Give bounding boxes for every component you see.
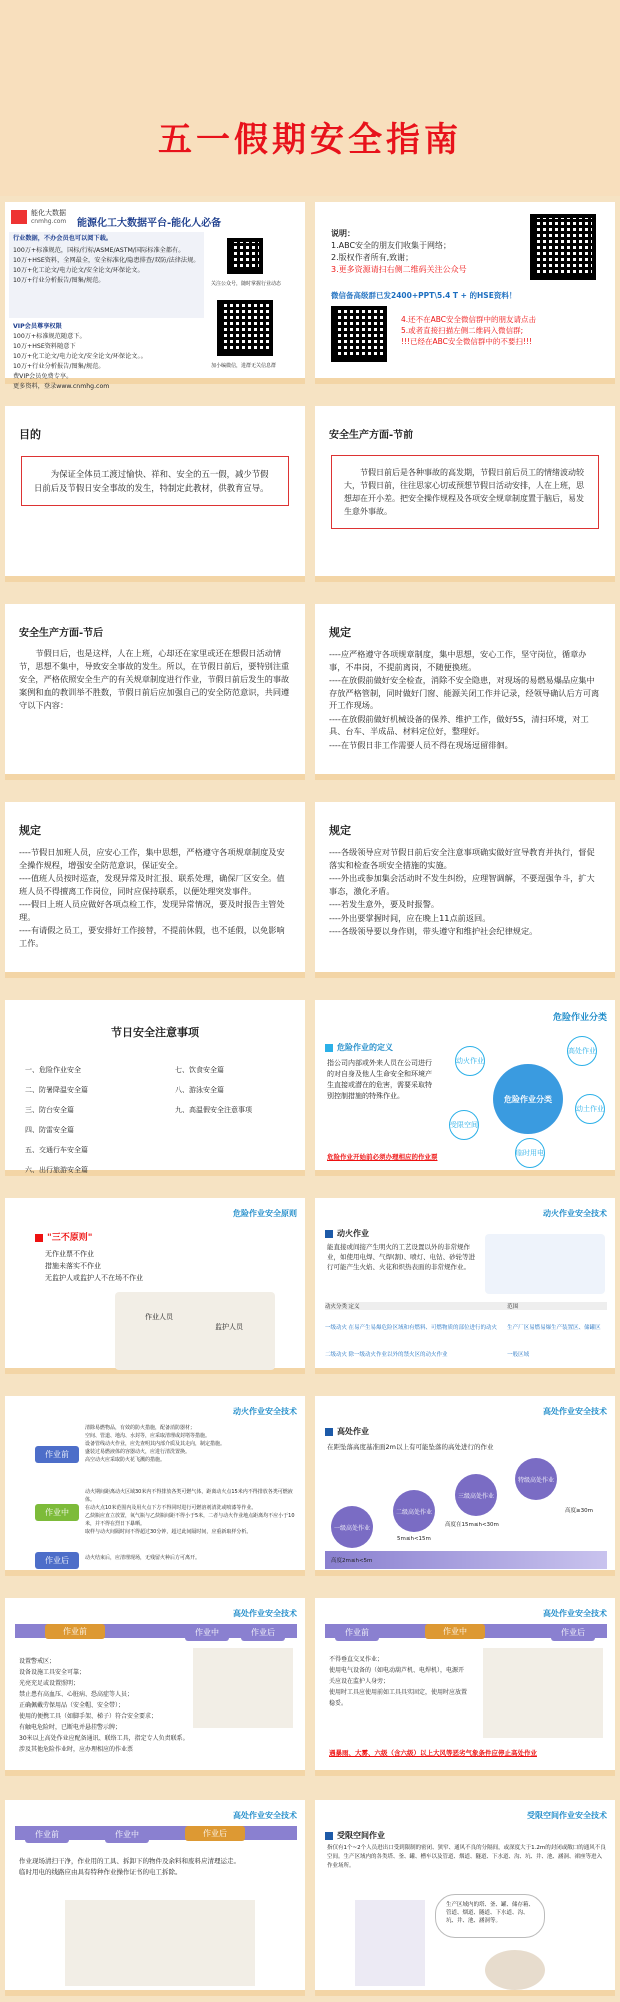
table-head: 范围	[507, 1304, 519, 1310]
rule-item: ----在放假前做好机械设备的保养、维护工作，做好5S，清扫环境，对工具、台车、半成品、材料定位好，整理好。	[329, 713, 589, 736]
notice-item: 四、防雷安全篇	[25, 1126, 74, 1134]
slide-hot-work-2	[5, 1396, 305, 1576]
vip-item: 10万+行业分析报告/图集/规范。	[13, 363, 105, 370]
slide-title: 节日安全注意事项	[111, 1026, 199, 1039]
scaffold-illustration	[483, 1648, 603, 1738]
slide-header: 受限空间作业安全技术	[527, 1811, 607, 1820]
slide-holiday-notice	[5, 1000, 305, 1176]
promo-note: 4.还不在ABC安全微信群中的朋友请点击	[401, 315, 537, 324]
promo-item: 10万+行业分析报告/图集/规范。	[13, 277, 105, 284]
slide-before-holiday	[315, 406, 615, 582]
promo-note: 5.或者直接扫描左侧二维码入微信群;	[401, 326, 524, 335]
rule-item: ----有请假之员工，要安排好工作接替，不提前休假，也不延假，以免影响工作。	[19, 925, 285, 948]
hero-banner	[0, 0, 620, 196]
spoke-circle: 受限空间	[449, 1110, 479, 1140]
promo-note: !!!已经在ABC安全微信群中的不要扫!!!	[401, 337, 532, 346]
slide-height-1	[315, 1396, 615, 1576]
step-item: 涉及其他危险作业时，应办理相应的作业票	[19, 1746, 134, 1753]
step-item: 光亮充足或设置照明；	[19, 1680, 80, 1687]
notice-item: 五、交通行车安全篇	[25, 1146, 88, 1154]
phase-during: 作业中	[35, 1504, 79, 1521]
def-text: 指公司内部或外来人员在公司进行的对自身及他人生命安全和环境产生直接或潜在的危害，需要采取特别控制措施的特殊作业。	[327, 1059, 432, 1100]
spoke-circle: 临时用电	[515, 1138, 545, 1168]
promo-item: 100万+标准规范，国标/行标/ASME/ASTM/国际标准全都有。	[13, 247, 185, 254]
slide-purpose	[5, 406, 305, 582]
principle-item: 措施未落实不作业	[45, 1262, 101, 1270]
spoke-circle: 动火作业	[455, 1046, 485, 1076]
promo-line: 1.ABC安全的朋友们收集于网络；	[331, 241, 452, 250]
phase-after: 作业后	[551, 1624, 595, 1641]
slide-height-3	[315, 1598, 615, 1776]
phase-after: 作业后	[241, 1624, 285, 1641]
notice-item: 一、危险作业安全	[25, 1066, 81, 1074]
step-item: 禁止患有高血压、心脏病、恐高症等人员；	[19, 1691, 134, 1698]
level-ball: 特级高处作业	[515, 1458, 557, 1500]
step-item: 使用时工具应使用前如工具具实固定，使用时应放置稳妥。	[329, 1689, 468, 1707]
role-label: 监护人员	[215, 1323, 243, 1331]
height-label: 高度在15m≤h<30m	[445, 1522, 499, 1528]
step-item: 正确佩戴劳保用品（安全帽、安全带）；	[19, 1702, 125, 1709]
phase-before: 作业前	[25, 1826, 69, 1843]
step-item: 空间、管道、地沟、水封等，应采取清理或封堵等措施。	[85, 1433, 211, 1439]
slide-title: 规定	[19, 824, 41, 837]
speech-bubble: 生产区域内的塔、釜、罐、储存箱、管道、烟道、隧道、下水道、沟、坑、井、池、涵洞等。	[435, 1894, 545, 1938]
promo-line: 2.版权作者所有,致谢；	[331, 253, 414, 262]
rule-item: ----节假日加班人员，应安心工作，集中思想，严格遵守各项规章制度及安全操作规程，增强安全防范意识，保证安全。	[19, 847, 285, 870]
step-item: 使用的便携工具（如脚手架、梯子）符合安全要求；	[19, 1713, 158, 1720]
role-label: 作业人员	[145, 1313, 173, 1321]
slide-height-4	[5, 1800, 305, 1996]
step-item: 设备管线动火作业，应先查明其内部介质及其走向，制定措施。	[85, 1441, 226, 1447]
rule-item: ----在节假日非工作需要人员不得在现场逗留徘徊。	[329, 739, 513, 750]
spoke-circle: 高处作业	[567, 1036, 597, 1066]
brand-site: cnmhg.com	[31, 218, 67, 225]
promo-more: 更多资料，登录www.cnmhg.com	[13, 383, 110, 390]
slide-header: 危险作业分类	[552, 1013, 607, 1023]
step-item: 作业现场清扫干净，作业用的工具、拆卸下的物件及余料和废料应清理运走。	[19, 1857, 240, 1865]
step-item: 动火期间距离动火区域30米内不得排放各类可燃气体，距离动火点15米内不得排放各类可燃液体。	[85, 1489, 293, 1503]
promo-slide-left	[5, 202, 305, 390]
principle-item: 无作业票不作业	[45, 1250, 94, 1258]
vip-item: 10万+HSE资料随意下	[13, 343, 76, 350]
slide-height-2	[5, 1598, 305, 1776]
phase-before: 作业前	[335, 1624, 379, 1641]
step-item: 不得垂直交叉作业；	[329, 1656, 384, 1663]
slide-title: 安全生产方面-节后	[19, 628, 104, 639]
notice-item: 八、游泳安全篇	[175, 1086, 224, 1094]
bullet-icon	[325, 1428, 333, 1436]
bullet-icon	[325, 1044, 333, 1052]
step-item: 使用电气设备的（如电动葫芦机、电焊机），电源开关应设在监护人身旁；	[329, 1667, 465, 1685]
section-title: 动火作业	[337, 1229, 369, 1238]
section-text: 能直接或间接产生明火的工艺设置以外的非常规作业，如使用电焊、气焊(割)、喷灯、电钻、砂轮等进行可能产生火焰、火花和炽热表面的非常规作业。	[327, 1243, 476, 1271]
phase-during: 作业中	[425, 1624, 485, 1639]
slide-header: 高处作业安全技术	[543, 1609, 607, 1618]
section-text: 在距坠落高度基准面2m以上有可能坠落的高处进行的作业	[327, 1443, 494, 1451]
qr-code-icon	[227, 238, 263, 274]
slide-hot-work-1	[315, 1198, 615, 1374]
rule-item: ----应严格遵守各项规章制度，集中思想，安心工作，坚守岗位，循章办事，不串岗，不提前离岗，不随便换班。	[329, 649, 587, 672]
slide-text: 节假日前后是各种事故的高发期，节假日前后员工的情绪波动较大，节假日前，往往思家心切或预想节假日活动安排，人在上班，思想却在开小差。把安全操作规程及各项安全规章制度置于脑后，易发生意外事故。	[331, 455, 599, 529]
rule-item: ----在放假前做好安全检查，消除不安全隐患，对现场的易燃易爆品应集中存放严格管制，同时做好门窗、能源关闭工作并记录，经领导确认后方可离开工作现场。	[329, 675, 600, 710]
qr1-caption: 关注公众号，随时掌握行业动态	[211, 281, 282, 287]
notice-item: 九、高温假安全注意事项	[175, 1106, 252, 1114]
slide-title: 安全生产方面-节前	[329, 430, 414, 441]
rule-item: ----各级领导要以身作则，带头遵守和维护社会纪律规定。	[329, 926, 538, 936]
slide-title: 目的	[19, 428, 41, 441]
table-cell: 一般区域	[507, 1352, 530, 1358]
vip-title: VIP会员尊享权限	[13, 323, 62, 330]
slide-rules-3	[315, 802, 615, 978]
bullet-icon	[325, 1230, 333, 1238]
step-item: 乙炔瓶应直立放置，氧气瓶与乙炔瓶间距不得小于5米，二者与动火作业地点距离均不应小于10米，并不得在烈日下暴晒。	[85, 1513, 295, 1527]
notice-item: 七、饮食安全篇	[175, 1066, 224, 1074]
welding-illustration	[485, 1234, 605, 1294]
slide-title: 规定	[329, 626, 351, 639]
table-cell: 在易产生易爆危险区域和有燃料、可燃物质的部位进行的动火	[348, 1325, 498, 1331]
table-head: 定义	[348, 1304, 360, 1310]
level-ball: 三级高处作业	[455, 1474, 497, 1516]
bullet-icon	[35, 1234, 43, 1242]
slide-text: 为保证全体员工渡过愉快、祥和、安全的五一假，减少节假日前后及节假日安全事故的发生，特制定此教材，供教育宣导。	[21, 456, 289, 506]
level-ball: 一级高处作业	[331, 1506, 373, 1548]
promo-headline: 能源化工大数据平台-能化人必备	[77, 218, 222, 229]
page-title: 五一假期安全指南	[158, 120, 462, 160]
footer-note: 危险作业开始前必须办理相应的作业票	[327, 1153, 438, 1161]
rule-item: ----各级领导应对节假日前后安全注意事项确实做好宣导教育并执行，督促落实和检查各项安全措施的实施。	[329, 847, 595, 870]
promo-item: 10万+化工论文/电力论文/安全论文/环保论文。	[13, 267, 144, 274]
brand-name: 能化大数据	[31, 209, 66, 217]
section-title: 受限空间作业	[337, 1831, 385, 1840]
rule-item: ----外出要掌握时间，应在晚上11点前返回。	[329, 912, 491, 923]
promo-line: 3.更多资源请扫右侧二维码关注公众号	[331, 265, 467, 274]
rule-item: ----若发生意外，要及时报警。	[329, 899, 440, 909]
slide-text: 节假日后，也是这样，人在上班，心却还在家里或还在想假日活动情节，思想不集中，导致安全事故的发生。所以，在节假日前后，要特别注重安全，严格依照安全生产的有关规章制度进行作业，节假日前后发生的事故案例和血的教训举不胜数，节假日前后应加强自己的安全防范意识，共同遵守以下内容：	[19, 648, 290, 710]
cleanup-illustration	[65, 1900, 255, 1986]
height-label: 高度≥30m	[565, 1508, 593, 1514]
table-cell: 除一级动火作业以外的禁火区的动火作业	[348, 1352, 448, 1358]
principle-item: 无监护人或监护人不在场不作业	[45, 1274, 143, 1282]
promo-industry: 行业数据，不办会员也可以阅下载。	[13, 235, 112, 242]
table-head: 动火分类	[325, 1304, 348, 1310]
step-item: 盛装过易燃液体的容器动火，应进行清洗置换。	[85, 1449, 191, 1455]
slide-header: 动火作业安全技术	[233, 1407, 297, 1416]
step-item: 取样与动火间隔时间不得超过30分钟，超过此间隔时间，应重新取样分析。	[85, 1529, 252, 1535]
slide-rules-2	[5, 802, 305, 978]
promo-slide-right	[315, 202, 615, 384]
center-circle: 危险作业分类	[493, 1064, 563, 1134]
level-ball: 二级高处作业	[393, 1490, 435, 1532]
qr-code-icon	[331, 306, 387, 362]
height-label: 高度2m≤h<5m	[331, 1558, 373, 1564]
qr2-caption: 加小编微信，进群无关信息群	[211, 363, 277, 369]
notice-item: 二、防暑降温安全篇	[25, 1086, 88, 1094]
principle-title: "三不原则"	[47, 1233, 93, 1243]
qr-code-icon	[530, 214, 596, 280]
rule-item: ----值班人员按时巡查，发现异常及时汇报、联系处理，确保厂区安全。值班人员不得擅离工作岗位，同时应保持联系，以便处理突发事件。	[19, 873, 285, 896]
step-item: 动火结束后，应清理现场，无残留火种后方可离开。	[85, 1555, 201, 1561]
slide-title: 规定	[329, 824, 351, 837]
vip-item: 100万+标准规范随意下。	[13, 333, 86, 340]
phase-after: 作业后	[185, 1826, 245, 1841]
vip-item: 费VIP会员免费专享。	[13, 373, 73, 380]
vip-item: 10万+化工论文/电力论文/安全论文/环保论文。。	[13, 353, 147, 360]
step-item: 在动火点10米范围内及用火点下方不得同时进行可燃溶剂清洗或喷漆等作业。	[85, 1505, 257, 1511]
slide-confined-space	[315, 1800, 615, 1996]
promo-box	[9, 232, 204, 318]
slide-header: 高处作业安全技术	[233, 1609, 297, 1618]
sphere-tank-illustration	[485, 1950, 545, 1990]
slide-header: 动火作业安全技术	[543, 1209, 607, 1218]
notice-item: 三、防台安全篇	[25, 1106, 74, 1114]
slide-header: 高处作业安全技术	[543, 1407, 607, 1416]
height-label: 5m≤h<15m	[397, 1536, 431, 1542]
def-title: 危险作业的定义	[337, 1043, 393, 1052]
step-item: 设备设施工具安全可靠；	[19, 1669, 86, 1676]
promo-wechat: 微信备高级群已发2400+PPT\5.4 T + 的HSE资料！	[331, 291, 517, 300]
phase-before: 作业前	[35, 1446, 79, 1463]
table-cell: 二级动火	[325, 1352, 348, 1358]
slide-header: 高处作业安全技术	[233, 1811, 297, 1820]
workers-illustration	[115, 1292, 275, 1370]
step-item: 高空动火应采取防火花飞溅的措施。	[85, 1457, 166, 1463]
hot-work-table	[325, 1302, 607, 1364]
slide-header: 危险作业安全原则	[233, 1209, 297, 1218]
brand-logo-icon	[11, 210, 27, 224]
section-title: 高处作业	[337, 1427, 369, 1436]
qr-code-icon	[217, 300, 273, 356]
phase-during: 作业中	[105, 1826, 149, 1843]
step-item: 清除易燃物品，有效的防火措施，配备消防器材；	[85, 1425, 196, 1431]
phase-during: 作业中	[185, 1624, 229, 1641]
rule-item: ----假日上班人员应做好各项点检工作，发现异常情况，要及时报告主管处理。	[19, 899, 285, 922]
tank-illustration	[355, 1900, 425, 1986]
step-item: 有触电危险时，已断电并悬挂警示牌；	[19, 1724, 122, 1731]
spoke-circle: 动土作业	[575, 1094, 605, 1124]
rule-item: ----外出或参加集会活动时不发生纠纷，应理智调解，不要逞强争斗，扩大事态，激化矛盾。	[329, 873, 595, 896]
step-item: 设置警戒区；	[19, 1658, 56, 1665]
slide-danger-classes	[315, 1000, 615, 1176]
notice-item: 六、出行旅游安全篇	[25, 1166, 88, 1174]
phase-after: 作业后	[35, 1552, 79, 1569]
worker-illustration	[193, 1648, 293, 1728]
warning-text: 遇暴雨、大雾、六级（含六级）以上大风等恶劣气象条件应停止高处作业	[329, 1749, 537, 1757]
section-text: 指仅有1个~2个人员进出口受到限制的密闭、狭窄、通风不良的分隔间，或深度大于1.2m的封闭或敞口的通风不良空间。生产区域内的各类塔、釜、罐、槽车以及管道、烟道、隧道、下水道、沟、坑、井、池、涵洞、裙座等进入作业场所。	[327, 1845, 606, 1869]
promo-item: 10万+HSE资料，全网最全，安全标准化/隐患排查/双防/法律法规。	[13, 257, 200, 264]
slide-rules-1	[315, 604, 615, 780]
phase-before: 作业前	[45, 1624, 105, 1639]
slide-three-no	[5, 1198, 305, 1374]
promo-heading: 说明：	[331, 229, 355, 238]
table-cell: 生产厂区易燃易爆生产装置区、储罐区	[507, 1325, 601, 1331]
table-cell: 一级动火	[325, 1325, 348, 1331]
bullet-icon	[325, 1832, 333, 1840]
slide-after-holiday	[5, 604, 305, 780]
step-item: 30米以上高处作业应配备通讯、联络工具，指定专人负责联系。	[19, 1735, 189, 1742]
step-item: 临时用电的线路应由具有特种作业操作证书的电工拆除。	[19, 1868, 182, 1876]
